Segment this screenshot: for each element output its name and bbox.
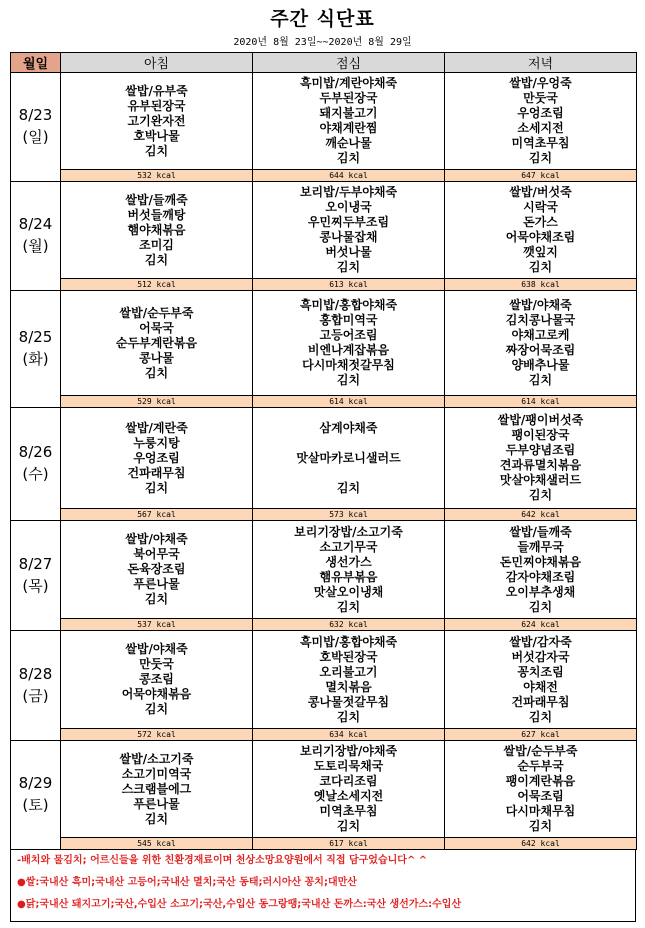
- menu-item: 쌀밥/소고기죽: [119, 751, 194, 766]
- menu-item: 고기완자전: [127, 113, 186, 128]
- note-line: ●쌀:국내산 흑미;국내산 고등어;국내산 멸치;국산 동태;러시아산 꽁치;대만산: [17, 877, 357, 888]
- kcal-cell: 624 kcal: [445, 619, 637, 631]
- menu-item: 흑미밥/홍합야채죽: [299, 634, 398, 649]
- dinner-cell: [445, 408, 637, 509]
- menu-item: 홍합미역국: [319, 313, 378, 327]
- menu-item: 유부된장국: [127, 98, 186, 113]
- kcal-cell: 614 kcal: [445, 396, 637, 408]
- day-weekday: (목): [22, 576, 49, 595]
- menu-item: 감자야채조림: [505, 569, 576, 584]
- kcal-row: [11, 729, 637, 741]
- menu-item: 김치: [336, 480, 361, 495]
- breakfast-cell: [61, 73, 253, 170]
- menu-item: 콩나물젓갈무침: [307, 694, 390, 709]
- day-row: [11, 408, 637, 509]
- breakfast-cell: [61, 182, 253, 279]
- dinner-cell: [445, 741, 637, 838]
- kcal-row: [11, 619, 637, 631]
- menu-item: 어묵조림: [517, 789, 564, 803]
- menu-item: 콩나물잡채: [319, 230, 378, 244]
- lunch-cell: [253, 291, 445, 396]
- day-date-cell: [11, 291, 61, 408]
- menu-item: 어묵국: [139, 320, 174, 335]
- menu-item: 흑미밥/계란야채죽: [299, 76, 398, 90]
- menu-item: 두부양념조림: [505, 443, 576, 457]
- kcal-cell: 512 kcal: [61, 279, 253, 291]
- menu-item: 팽이된장국: [511, 428, 570, 442]
- menu-item: 쌀밥/버섯죽: [509, 185, 572, 199]
- menu-item: 다시마채젓갈무침: [302, 358, 395, 372]
- menu-item: 김치: [144, 480, 169, 495]
- menu-item: 김치: [336, 260, 361, 274]
- lunch-cell: [253, 182, 445, 279]
- menu-item: 다시마채무침: [505, 804, 576, 818]
- menu-item: 돈육장조림: [127, 562, 186, 576]
- dinner-cell: [445, 631, 637, 729]
- day-date: 8/24: [18, 215, 53, 234]
- menu-item: 쌀밥/우엉죽: [509, 76, 572, 90]
- day-date-cell: [11, 521, 61, 631]
- menu-item: 김치: [144, 365, 169, 380]
- menu-item: 김치: [336, 819, 361, 833]
- menu-item: 쌀밥/감자죽: [509, 634, 572, 649]
- menu-item: 햄유부볶음: [319, 569, 378, 584]
- header-breakfast: 아침: [61, 53, 253, 73]
- dinner-cell: [445, 73, 637, 170]
- menu-item: 순두부국: [517, 759, 564, 773]
- menu-item: 김치: [144, 592, 169, 606]
- menu-item: [253, 466, 444, 481]
- kcal-cell: 638 kcal: [445, 279, 637, 291]
- menu-item: 소고기미역국: [121, 766, 192, 781]
- menu-item: 두부된장국: [319, 91, 378, 105]
- menu-item: 미역초무침: [319, 804, 378, 818]
- menu-item: 어묵야채조림: [505, 230, 576, 244]
- menu-item: 김치: [528, 151, 553, 165]
- dinner-cell: [445, 182, 637, 279]
- menu-item: 순두부계란볶음: [115, 335, 198, 350]
- menu-item: 쌀밥/팽이버섯죽: [497, 413, 584, 427]
- menu-item: 우엉조림: [517, 106, 564, 120]
- note-line: -배치와 물김치; 어르신들을 위한 친환경재료이며 천상소망요양원에서 직접 담구었습니다^ ^: [17, 855, 428, 866]
- lunch-cell: [253, 73, 445, 170]
- menu-item: 버섯나물: [325, 245, 372, 259]
- page-title: 주간 식단표: [270, 8, 375, 30]
- menu-item: 쌀밥/들깨죽: [125, 192, 188, 207]
- menu-item: 미역초무침: [511, 136, 570, 150]
- menu-item: 도토리묵채국: [313, 759, 384, 773]
- day-row: [11, 182, 637, 279]
- notes-box: [10, 850, 636, 922]
- menu-item: 쌀밥/순두부죽: [503, 744, 578, 758]
- kcal-cell: 613 kcal: [253, 279, 445, 291]
- menu-item: 비엔나계잡볶음: [307, 343, 390, 357]
- menu-item: 맛살마카로니샐러드: [296, 450, 401, 465]
- day-weekday: (월): [22, 237, 49, 255]
- lunch-cell: [253, 408, 445, 509]
- menu-item: 오이냉국: [325, 200, 372, 214]
- menu-item: 돈민찌야채볶음: [499, 554, 582, 569]
- menu-item: 호박된장국: [319, 649, 378, 664]
- menu-item: 김치: [336, 709, 361, 724]
- menu-item: 우엉조림: [133, 450, 180, 465]
- menu-item: 김치: [528, 599, 553, 614]
- menu-item: 오리불고기: [319, 664, 378, 679]
- menu-item: 코다리조림: [319, 774, 378, 788]
- menu-item: 보리기장밥/소고기죽: [294, 524, 403, 539]
- menu-item: 건파래무침: [511, 694, 570, 709]
- menu-item: 시락국: [523, 200, 558, 214]
- menu-item: 견과류멸치볶음: [499, 458, 582, 472]
- menu-item: 햄야채볶음: [127, 222, 186, 237]
- menu-item: 북어무국: [133, 547, 180, 561]
- kcal-cell: 642 kcal: [445, 838, 637, 850]
- menu-item: 스크램블에그: [121, 781, 192, 796]
- menu-item: 꽁치조림: [517, 664, 564, 679]
- kcal-cell: 532 kcal: [61, 170, 253, 182]
- menu-item: 김치: [336, 151, 361, 165]
- weekly-menu-table: [10, 52, 637, 850]
- day-weekday: (일): [22, 128, 49, 146]
- day-date: 8/23: [18, 106, 53, 125]
- menu-item: 푸른나물: [133, 796, 180, 811]
- menu-item: 쌀밥/야채죽: [125, 642, 188, 656]
- menu-item: 흑미밥/홍합야채죽: [299, 298, 398, 312]
- kcal-row: [11, 396, 637, 408]
- kcal-cell: 537 kcal: [61, 619, 253, 631]
- menu-item: 만둣국: [139, 657, 174, 671]
- menu-item: 들깨무국: [517, 539, 564, 554]
- menu-item: 야채고로케: [511, 328, 570, 342]
- menu-item: 호박나물: [133, 128, 180, 143]
- kcal-cell: 647 kcal: [445, 170, 637, 182]
- menu-item: 삼계야채죽: [319, 420, 378, 435]
- kcal-cell: 634 kcal: [253, 729, 445, 741]
- lunch-cell: [253, 741, 445, 838]
- menu-item: 쌀밥/들깨죽: [509, 524, 572, 539]
- day-date-cell: [11, 741, 61, 850]
- menu-item: 김치: [144, 143, 169, 158]
- menu-item: 팽이계란볶음: [505, 774, 576, 788]
- menu-item: [253, 436, 444, 451]
- menu-item: 김치: [336, 599, 361, 614]
- breakfast-cell: [61, 631, 253, 729]
- menu-item: 생선가스: [325, 554, 372, 569]
- menu-item: 보리밥/두부야채죽: [299, 185, 398, 199]
- day-weekday: (화): [22, 350, 49, 368]
- dinner-cell: [445, 291, 637, 396]
- day-date: 8/26: [18, 443, 53, 462]
- menu-item: 건파래무침: [127, 465, 186, 480]
- menu-item: 짜장어묵조림: [505, 343, 576, 357]
- header-date: 월일: [11, 53, 61, 73]
- menu-item: 김치: [336, 373, 361, 387]
- kcal-cell: 529 kcal: [61, 396, 253, 408]
- menu-item: 김치콩나물국: [505, 313, 576, 327]
- day-weekday: (금): [22, 686, 49, 705]
- header-dinner: 저녁: [445, 53, 637, 73]
- dinner-cell: [445, 521, 637, 619]
- kcal-cell: 632 kcal: [253, 619, 445, 631]
- menu-item: 조미김: [139, 237, 174, 252]
- menu-item: 어묵야채볶음: [121, 687, 192, 701]
- header-lunch: 점심: [253, 53, 445, 73]
- kcal-cell: 617 kcal: [253, 838, 445, 850]
- day-weekday: (수): [22, 465, 49, 483]
- menu-item: 김치: [528, 709, 553, 724]
- menu-item: 콩조림: [139, 672, 174, 686]
- menu-item: 쌀밥/계란죽: [125, 420, 188, 435]
- menu-item: 돼지불고기: [319, 106, 378, 120]
- menu-item: 소고기무국: [319, 539, 378, 554]
- lunch-cell: [253, 521, 445, 619]
- menu-item: 버섯들깨탕: [127, 207, 186, 222]
- menu-item: 김치: [144, 811, 169, 826]
- kcal-cell: 573 kcal: [253, 509, 445, 521]
- kcal-row: [11, 509, 637, 521]
- day-date-cell: [11, 73, 61, 182]
- menu-body: [11, 73, 637, 850]
- breakfast-cell: [61, 408, 253, 509]
- day-date: 8/29: [18, 774, 53, 793]
- menu-item: 쌀밥/유부죽: [125, 83, 188, 98]
- menu-item: 깻잎지: [523, 245, 558, 259]
- menu-item: 우민찌두부조림: [307, 215, 390, 229]
- menu-item: 푸른나물: [133, 577, 180, 591]
- kcal-cell: 567 kcal: [61, 509, 253, 521]
- menu-item: 보리기장밥/야채죽: [299, 744, 398, 758]
- menu-item: 깨순나물: [325, 136, 372, 150]
- kcal-row: [11, 838, 637, 850]
- menu-item: 김치: [144, 252, 169, 267]
- menu-item: 양배추나물: [511, 358, 570, 372]
- breakfast-cell: [61, 291, 253, 396]
- menu-item: 오이부추생채: [505, 584, 576, 599]
- menu-item: 만둣국: [523, 91, 558, 105]
- day-row: [11, 631, 637, 729]
- day-row: [11, 741, 637, 838]
- day-date: 8/25: [18, 328, 53, 347]
- menu-item: 김치: [144, 702, 169, 716]
- menu-item: 야채계란찜: [319, 121, 378, 135]
- breakfast-cell: [61, 741, 253, 838]
- kcal-cell: 614 kcal: [253, 396, 445, 408]
- day-date: 8/27: [18, 554, 53, 573]
- kcal-cell: 642 kcal: [445, 509, 637, 521]
- menu-item: 버섯감자국: [511, 649, 570, 664]
- lunch-cell: [253, 631, 445, 729]
- header-row: [11, 53, 637, 73]
- kcal-cell: 644 kcal: [253, 170, 445, 182]
- menu-item: 김치: [528, 819, 553, 833]
- menu-item: 김치: [528, 260, 553, 274]
- kcal-row: [11, 170, 637, 182]
- kcal-cell: 572 kcal: [61, 729, 253, 741]
- day-row: [11, 73, 637, 170]
- menu-item: 맛살야채샐러드: [499, 473, 582, 487]
- menu-item: 멸치볶음: [325, 679, 372, 694]
- day-row: [11, 291, 637, 396]
- menu-item: 김치: [528, 488, 553, 502]
- day-date: 8/28: [18, 664, 53, 683]
- breakfast-cell: [61, 521, 253, 619]
- day-date-cell: [11, 408, 61, 521]
- menu-item: 쌀밥/야채죽: [509, 298, 572, 312]
- menu-item: 쌀밥/야채죽: [125, 532, 188, 546]
- menu-item: 고등어조림: [319, 328, 378, 342]
- day-date-cell: [11, 182, 61, 291]
- menu-item: 누룽지탕: [133, 435, 180, 450]
- menu-item: 돈가스: [523, 215, 558, 229]
- kcal-row: [11, 279, 637, 291]
- menu-item: 김치: [528, 373, 553, 387]
- day-row: [11, 521, 637, 619]
- note-line: ●닭;국내산 돼지고기;국산,수입산 소고기;국산,수입산 동그랑땡;국내산 돈까스:국산 생선가스:수입산: [17, 899, 462, 910]
- kcal-cell: 545 kcal: [61, 838, 253, 850]
- menu-item: 맛살오이냉채: [313, 584, 384, 599]
- menu-item: 야채전: [523, 679, 558, 694]
- menu-item: 콩나물: [139, 350, 174, 365]
- menu-item: 옛날소세지전: [313, 789, 384, 803]
- kcal-cell: 627 kcal: [445, 729, 637, 741]
- day-weekday: (토): [22, 796, 49, 814]
- menu-item: 소세지전: [517, 121, 564, 135]
- menu-period: 2020년 8월 23일~~2020년 8월 29일: [233, 37, 412, 48]
- menu-item: 쌀밥/순두부죽: [119, 305, 194, 320]
- day-date-cell: [11, 631, 61, 741]
